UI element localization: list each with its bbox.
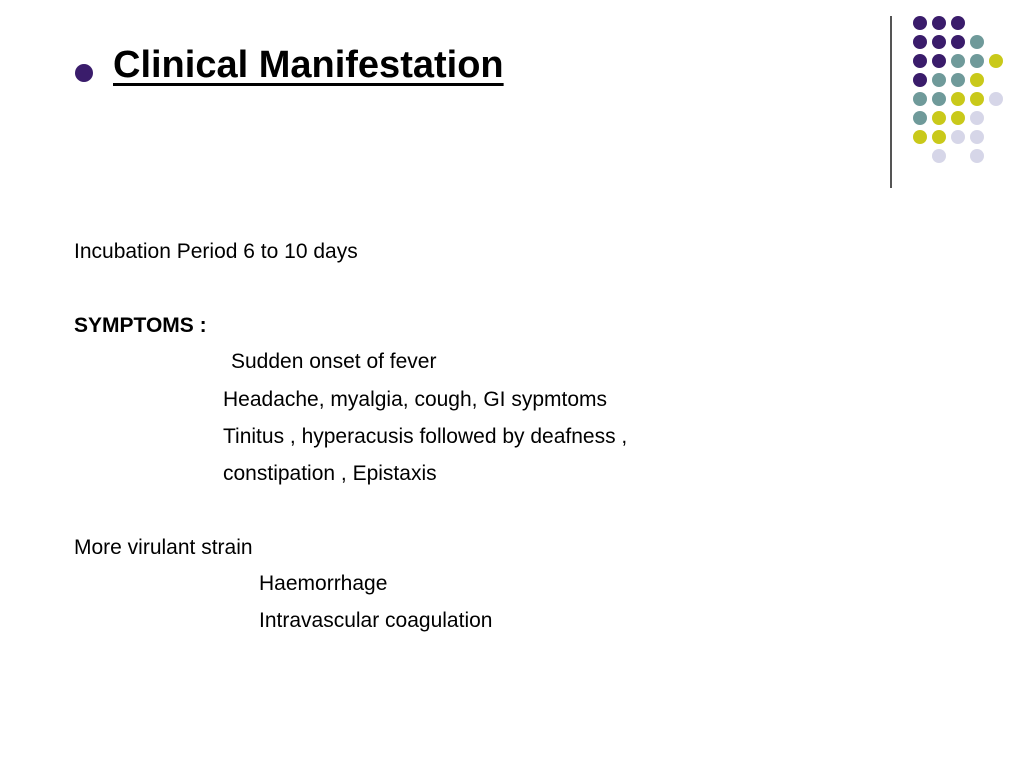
virulent-heading: More virulant strain	[74, 536, 253, 559]
decorative-dot	[932, 73, 946, 87]
decorative-divider	[890, 16, 892, 188]
decorative-dot	[951, 111, 965, 125]
virulent-item: Intravascular coagulation	[259, 609, 493, 632]
decorative-dot	[932, 54, 946, 68]
decorative-dot	[932, 130, 946, 144]
decorative-dot	[932, 92, 946, 106]
decorative-dot	[932, 35, 946, 49]
symptom-item: Sudden onset of fever	[231, 350, 437, 373]
decorative-dot	[970, 73, 984, 87]
decorative-dot	[913, 92, 927, 106]
decorative-dot	[951, 35, 965, 49]
decorative-dot	[932, 111, 946, 125]
symptoms-heading: SYMPTOMS :	[74, 314, 207, 337]
decorative-dot	[913, 130, 927, 144]
decorative-dot	[913, 111, 927, 125]
decorative-dot	[951, 73, 965, 87]
decorative-dot	[970, 149, 984, 163]
incubation-text: Incubation Period 6 to 10 days	[74, 240, 358, 263]
decorative-dot	[913, 54, 927, 68]
decorative-dot	[913, 16, 927, 30]
decorative-dot	[951, 92, 965, 106]
decorative-dot	[932, 149, 946, 163]
decorative-dot	[989, 54, 1003, 68]
slide-title: Clinical Manifestation	[113, 44, 504, 86]
decorative-dot	[970, 35, 984, 49]
decorative-dot	[970, 54, 984, 68]
symptom-item: Headache, myalgia, cough, GI sypmtoms	[223, 388, 608, 411]
decorative-dot	[970, 111, 984, 125]
decorative-dot	[913, 73, 927, 87]
decorative-dot	[970, 130, 984, 144]
symptom-item: Tinitus , hyperacusis followed by deafness ,	[223, 425, 628, 448]
symptom-item: constipation , Epistaxis	[223, 462, 437, 485]
decorative-dot	[951, 16, 965, 30]
decorative-dot	[951, 130, 965, 144]
decorative-dot	[932, 16, 946, 30]
virulent-item: Haemorrhage	[259, 572, 388, 595]
decorative-dot	[913, 35, 927, 49]
decorative-dot	[951, 54, 965, 68]
decorative-dot	[989, 92, 1003, 106]
decorative-dot	[970, 92, 984, 106]
title-bullet-icon	[75, 64, 93, 82]
